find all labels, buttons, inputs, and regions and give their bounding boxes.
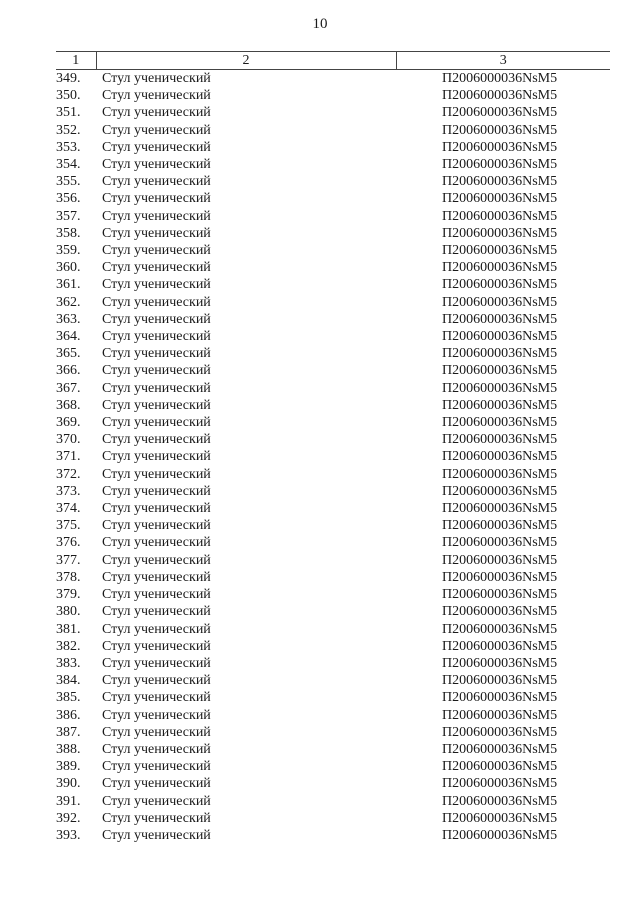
item-name: Стул ученический (102, 432, 211, 448)
item-name: Стул ученический (102, 569, 211, 585)
item-name: Стул ученический (102, 655, 211, 671)
row-number: 350. (56, 88, 81, 104)
table-row (56, 328, 610, 345)
inventory-code: П2006000036NsM5 (442, 329, 558, 345)
column-header-1: 1 (56, 52, 96, 70)
item-name: Стул ученический (102, 518, 211, 534)
row-number: 358. (56, 225, 81, 241)
item-name: Стул ученический (102, 673, 211, 689)
inventory-code: П2006000036NsM5 (442, 587, 558, 603)
item-name: Стул ученический (102, 380, 211, 396)
inventory-code: П2006000036NsM5 (442, 466, 558, 482)
row-number: 378. (56, 569, 81, 585)
table-row (56, 500, 610, 517)
row-number: 389. (56, 759, 81, 775)
inventory-code: П2006000036NsM5 (442, 380, 558, 396)
row-number: 362. (56, 294, 81, 310)
inventory-code: П2006000036NsM5 (442, 501, 558, 517)
row-number: 376. (56, 535, 81, 551)
inventory-code: П2006000036NsM5 (442, 294, 558, 310)
item-name: Стул ученический (102, 449, 211, 465)
inventory-code: П2006000036NsM5 (442, 225, 558, 241)
row-number: 375. (56, 518, 81, 534)
inventory-code: П2006000036NsM5 (442, 552, 558, 568)
table-row (56, 225, 610, 242)
item-name: Стул ученический (102, 105, 211, 121)
table-row (56, 810, 610, 827)
inventory-code: П2006000036NsM5 (442, 518, 558, 534)
inventory-code: П2006000036NsM5 (442, 311, 558, 327)
inventory-code: П2006000036NsM5 (442, 810, 558, 826)
column-header-2: 2 (96, 52, 396, 70)
table-row (56, 638, 610, 655)
inventory-code: П2006000036NsM5 (442, 346, 558, 362)
row-number: 370. (56, 432, 81, 448)
row-number: 369. (56, 415, 81, 431)
table-body (56, 70, 610, 845)
item-name: Стул ученический (102, 793, 211, 809)
item-name: Стул ученический (102, 690, 211, 706)
item-name: Стул ученический (102, 311, 211, 327)
inventory-code: П2006000036NsM5 (442, 827, 558, 843)
inventory-code: П2006000036NsM5 (442, 569, 558, 585)
item-name: Стул ученический (102, 122, 211, 138)
item-name: Стул ученический (102, 535, 211, 551)
item-name: Стул ученический (102, 243, 211, 259)
inventory-code: П2006000036NsM5 (442, 449, 558, 465)
row-number: 393. (56, 827, 81, 843)
table-row (56, 603, 610, 620)
row-number: 354. (56, 157, 81, 173)
item-name: Стул ученический (102, 191, 211, 207)
inventory-code: П2006000036NsM5 (442, 139, 558, 155)
row-number: 365. (56, 346, 81, 362)
row-number: 387. (56, 724, 81, 740)
row-number: 372. (56, 466, 81, 482)
table-row (56, 294, 610, 311)
row-number: 380. (56, 604, 81, 620)
table-row (56, 380, 610, 397)
inventory-code: П2006000036NsM5 (442, 363, 558, 379)
inventory-code: П2006000036NsM5 (442, 191, 558, 207)
table-row (56, 122, 610, 139)
row-number: 384. (56, 673, 81, 689)
row-number: 361. (56, 277, 81, 293)
row-number: 352. (56, 122, 81, 138)
inventory-code: П2006000036NsM5 (442, 690, 558, 706)
inventory-code: П2006000036NsM5 (442, 535, 558, 551)
table-row (56, 517, 610, 534)
item-name: Стул ученический (102, 604, 211, 620)
inventory-code: П2006000036NsM5 (442, 88, 558, 104)
row-number: 359. (56, 243, 81, 259)
row-number: 379. (56, 587, 81, 603)
item-name: Стул ученический (102, 208, 211, 224)
inventory-code: П2006000036NsM5 (442, 621, 558, 637)
table-row (56, 104, 610, 121)
item-name: Стул ученический (102, 139, 211, 155)
item-name: Стул ученический (102, 466, 211, 482)
item-name: Стул ученический (102, 260, 211, 276)
table-header (56, 52, 610, 70)
row-number: 374. (56, 501, 81, 517)
row-number: 366. (56, 363, 81, 379)
table-row (56, 466, 610, 483)
table-row (56, 431, 610, 448)
table-row (56, 311, 610, 328)
item-name: Стул ученический (102, 277, 211, 293)
item-name: Стул ученический (102, 157, 211, 173)
table-row (56, 793, 610, 810)
row-number: 360. (56, 260, 81, 276)
inventory-code: П2006000036NsM5 (442, 243, 558, 259)
table-row (56, 827, 610, 844)
table-row (56, 276, 610, 293)
inventory-code: П2006000036NsM5 (442, 157, 558, 173)
row-number: 364. (56, 329, 81, 345)
item-name: Стул ученический (102, 415, 211, 431)
item-name: Стул ученический (102, 71, 211, 86)
item-name: Стул ученический (102, 827, 211, 843)
table-row (56, 362, 610, 379)
inventory-code: П2006000036NsM5 (442, 122, 558, 138)
table-row (56, 242, 610, 259)
table-row (56, 621, 610, 638)
inventory-code: П2006000036NsM5 (442, 415, 558, 431)
row-number: 368. (56, 397, 81, 413)
item-name: Стул ученический (102, 587, 211, 603)
table-row (56, 586, 610, 603)
row-number: 377. (56, 552, 81, 568)
table-row (56, 689, 610, 706)
row-number: 386. (56, 707, 81, 723)
item-name: Стул ученический (102, 776, 211, 792)
row-number: 388. (56, 741, 81, 757)
item-name: Стул ученический (102, 759, 211, 775)
table-row (56, 448, 610, 465)
table-row (56, 707, 610, 724)
item-name: Стул ученический (102, 363, 211, 379)
table-row (56, 552, 610, 569)
inventory-code: П2006000036NsM5 (442, 793, 558, 809)
table-row (56, 156, 610, 173)
item-name: Стул ученический (102, 174, 211, 190)
item-name: Стул ученический (102, 294, 211, 310)
table-row (56, 569, 610, 586)
row-number: 385. (56, 690, 81, 706)
inventory-code: П2006000036NsM5 (442, 432, 558, 448)
item-name: Стул ученический (102, 741, 211, 757)
row-number: 363. (56, 311, 81, 327)
row-number: 392. (56, 810, 81, 826)
row-number: 353. (56, 139, 81, 155)
table-row (56, 741, 610, 758)
inventory-code: П2006000036NsM5 (442, 638, 558, 654)
row-number: 355. (56, 174, 81, 190)
inventory-code: П2006000036NsM5 (442, 71, 558, 86)
item-name: Стул ученический (102, 621, 211, 637)
table-row (56, 724, 610, 741)
row-number: 351. (56, 105, 81, 121)
inventory-code: П2006000036NsM5 (442, 604, 558, 620)
table-row (56, 534, 610, 551)
table-row (56, 672, 610, 689)
table-row (56, 259, 610, 276)
item-name: Стул ученический (102, 724, 211, 740)
inventory-code: П2006000036NsM5 (442, 776, 558, 792)
inventory-code: П2006000036NsM5 (442, 277, 558, 293)
inventory-code: П2006000036NsM5 (442, 655, 558, 671)
inventory-code: П2006000036NsM5 (442, 174, 558, 190)
inventory-code: П2006000036NsM5 (442, 105, 558, 121)
inventory-code: П2006000036NsM5 (442, 673, 558, 689)
item-name: Стул ученический (102, 329, 211, 345)
item-name: Стул ученический (102, 88, 211, 104)
row-number: 381. (56, 621, 81, 637)
inventory-code: П2006000036NsM5 (442, 260, 558, 276)
header-row (56, 52, 610, 70)
table-row (56, 87, 610, 104)
inventory-code: П2006000036NsM5 (442, 759, 558, 775)
table-row (56, 139, 610, 156)
item-name: Стул ученический (102, 483, 211, 499)
table-row (56, 655, 610, 672)
row-number: 356. (56, 191, 81, 207)
item-name: Стул ученический (102, 397, 211, 413)
inventory-code: П2006000036NsM5 (442, 208, 558, 224)
table-row (56, 190, 610, 207)
inventory-code: П2006000036NsM5 (442, 741, 558, 757)
table-row (56, 397, 610, 414)
item-name: Стул ученический (102, 225, 211, 241)
table-row (56, 70, 610, 88)
table-row (56, 345, 610, 362)
inventory-table (56, 51, 610, 844)
table-row (56, 208, 610, 225)
row-number: 383. (56, 655, 81, 671)
item-name: Стул ученический (102, 638, 211, 654)
inventory-code: П2006000036NsM5 (442, 397, 558, 413)
table-row (56, 758, 610, 775)
row-number: 373. (56, 483, 81, 499)
table-row (56, 414, 610, 431)
row-number: 367. (56, 380, 81, 396)
row-number: 382. (56, 638, 81, 654)
table-row (56, 173, 610, 190)
column-header-3: 3 (396, 52, 610, 70)
page-number: 10 (312, 16, 328, 32)
row-number: 391. (56, 793, 81, 809)
row-number: 349. (56, 71, 81, 86)
inventory-code: П2006000036NsM5 (442, 483, 558, 499)
item-name: Стул ученический (102, 552, 211, 568)
row-number: 390. (56, 776, 81, 792)
row-number: 371. (56, 449, 81, 465)
item-name: Стул ученический (102, 501, 211, 517)
table-row (56, 775, 610, 792)
item-name: Стул ученический (102, 707, 211, 723)
item-name: Стул ученический (102, 346, 211, 362)
table-row (56, 483, 610, 500)
inventory-code: П2006000036NsM5 (442, 707, 558, 723)
inventory-code: П2006000036NsM5 (442, 724, 558, 740)
item-name: Стул ученический (102, 810, 211, 826)
row-number: 357. (56, 208, 81, 224)
